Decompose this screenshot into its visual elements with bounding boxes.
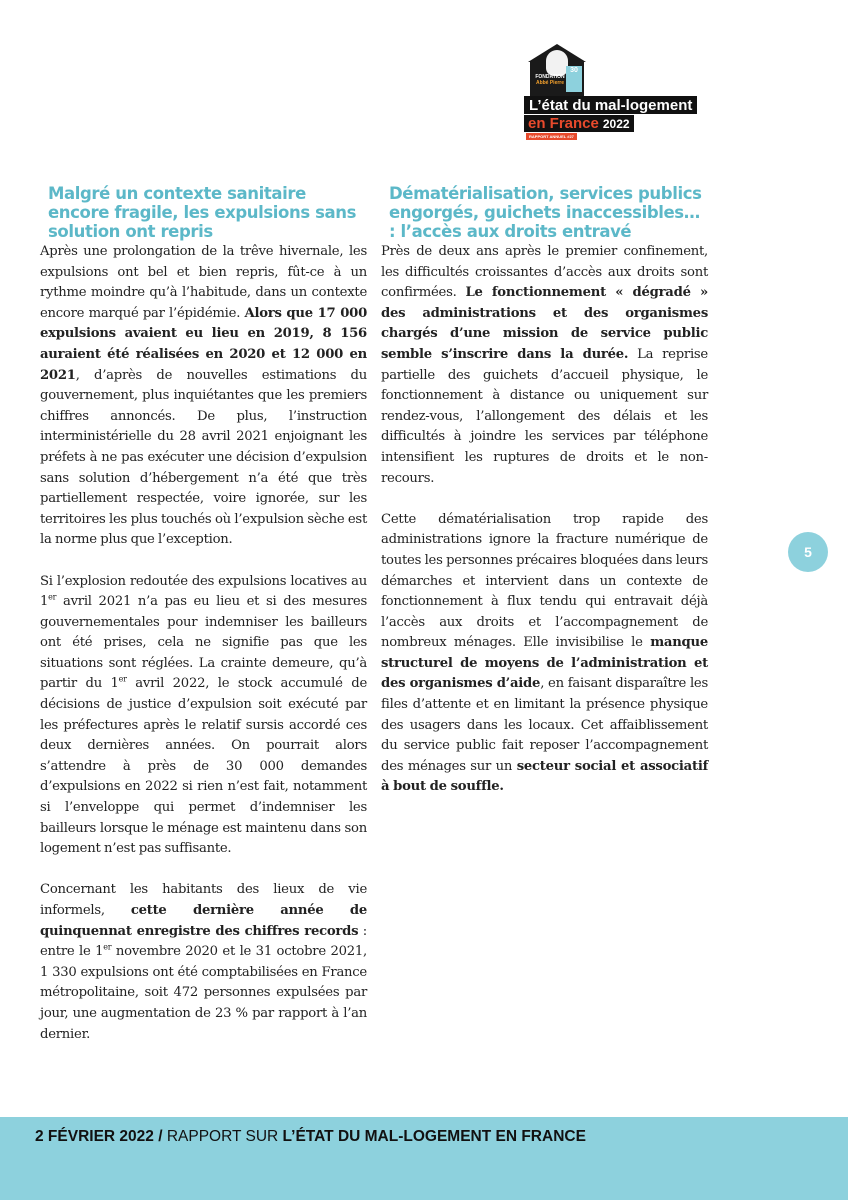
superscript: er — [48, 592, 57, 602]
logo-year: 2022 — [602, 117, 630, 131]
footer-band — [0, 1117, 848, 1200]
text-run: novembre 2020 et le 31 octobre 2021, 1 330 expulsions ont été comptabilisées en France métropolitaine, soit 472 personnes expulsées par jour, une augmentation de 23 % par rapport à l’an dernier. — [40, 944, 367, 1042]
text-run: , en faisant disparaître les files d’attente et en limitant la présence physique des usagers dans les locaux. Cet affaiblissement du service public fait reposer l’accompagnement des ménages sur un — [381, 676, 708, 774]
left-column — [40, 184, 367, 1045]
logo-fondation-label: FONDATION — [535, 74, 565, 80]
report-logo — [524, 44, 710, 140]
logo-rapport: RAPPORT ANNUEL #27 — [526, 133, 577, 140]
paragraph — [381, 242, 708, 489]
text-run: Si l’explosion redoutée des expulsions locatives au 1 — [40, 573, 367, 610]
superscript: er — [118, 675, 127, 685]
logo-fondation — [530, 74, 570, 86]
bold-run: Alors que 17 000 expulsions avaient eu lieu en 2019, 8 156 auraient été réalisées en 2020 et 12 000 en 2021 — [40, 305, 367, 383]
footer-text — [35, 1128, 586, 1146]
footer-date: 2 FÉVRIER 2022 / — [35, 1128, 163, 1145]
superscript: er — [103, 942, 112, 952]
bold-run: manque structurel de moyens de l’administration et des organismes d’aide — [381, 635, 708, 692]
text-run: Après une prolongation de la trêve hivernale, les expulsions ont bel et bien repris, fût-ce à un rythme moindre qu’à l’habitude, dans un contexte encore marqué par l’épidémie. — [40, 244, 367, 321]
page-number-badge: 5 — [788, 532, 828, 572]
text-run: : entre le 1 — [40, 923, 367, 960]
paragraph — [40, 242, 367, 551]
logo-subtitle-text: en France — [528, 115, 599, 132]
text-run: La reprise partielle des guichets d’accueil physique, le fonctionnement à distance ou uniquement sur rendez-vous, l’allongement des délais et les difficultés à joindre les services par téléphone intensifient les ruptures de droits et le non-recours. — [381, 346, 708, 486]
right-column — [381, 184, 708, 798]
paragraph — [381, 510, 708, 798]
bold-run: cette dernière année de quinquennat enregistre des chiffres records — [40, 903, 368, 939]
paragraph — [40, 880, 367, 1045]
text-run: Cette dématérialisation trop rapide des administrations ignore la fracture numérique de toutes les personnes précaires bloquées dans leurs démarches et intervient dans un contexte de fonctionnement à flux tendu qui entravait déjà l’accès aux droits et l’accompagnement de nombreux ménages. Elle invisibilise le — [381, 511, 708, 651]
text-run: avril 2022, le stock accumulé de décisions de justice d’expulsion soit exécuté par les préfectures après le relatif sursis accordé ces deux dernières années. On pourrait alors s’attendre à près de 30 000 demandes d’expulsions en 2022 si rien n’est fait, notamment si l’enveloppe qui permet d’indemniser les bailleurs lorsque le ménage est maintenu dans son logement n’est pas suffisante. — [40, 676, 367, 857]
section-heading-dematerialisation: Dématérialisation, services publics engorgés, guichets inaccessibles… : l’accès aux droits entravé — [389, 184, 702, 241]
text-run: avril 2021 n’a pas eu lieu et si des mesures gouvernementales pour indemniser les bailleurs ont été prises, cela ne signifie pas que les situations sont réglées. La crainte demeure, qu’à partir du 1 — [40, 594, 367, 692]
footer-title: L’ÉTAT DU MAL-LOGEMENT EN FRANCE — [282, 1128, 586, 1145]
logo-subtitle — [524, 115, 634, 132]
bold-run: secteur social et associatif à bout de souffle. — [381, 758, 709, 795]
logo-title: L’état du mal-logement — [524, 96, 697, 114]
text-run: , d’après de nouvelles estimations du gouvernement, plus inquiétantes que les premiers chiffres annoncés. De plus, l’instruction interministérielle du 28 avril 2021 enjoignant les préfets à ne pas exécuter une décision d’expulsion sans solution d’hébergement n’a été que très partiellement respectée, voire ignorée, sur les territoires les plus touchés où l’expulsion sèche est la norme plus que l’exception. — [40, 367, 367, 548]
text-run: Près de deux ans après le premier confinement, les difficultés croissantes d’accès aux droits sont confirmées. — [381, 244, 708, 301]
anniversary-badge: 30 — [566, 66, 582, 92]
text-run: Concernant les habitants des lieux de vie informels, — [40, 882, 367, 918]
section-heading-expulsions: Malgré un contexte sanitaire encore fragile, les expulsions sans solution ont repris — [48, 184, 357, 241]
paragraph — [40, 572, 367, 860]
footer-report: RAPPORT SUR — [166, 1128, 279, 1145]
bold-run: Le fonctionnement « dégradé » des administrations et des organismes chargés d’une mission de service public semble s’inscrire dans la durée. — [381, 285, 708, 362]
logo-abbe-label: Abbé Pierre — [535, 80, 565, 86]
